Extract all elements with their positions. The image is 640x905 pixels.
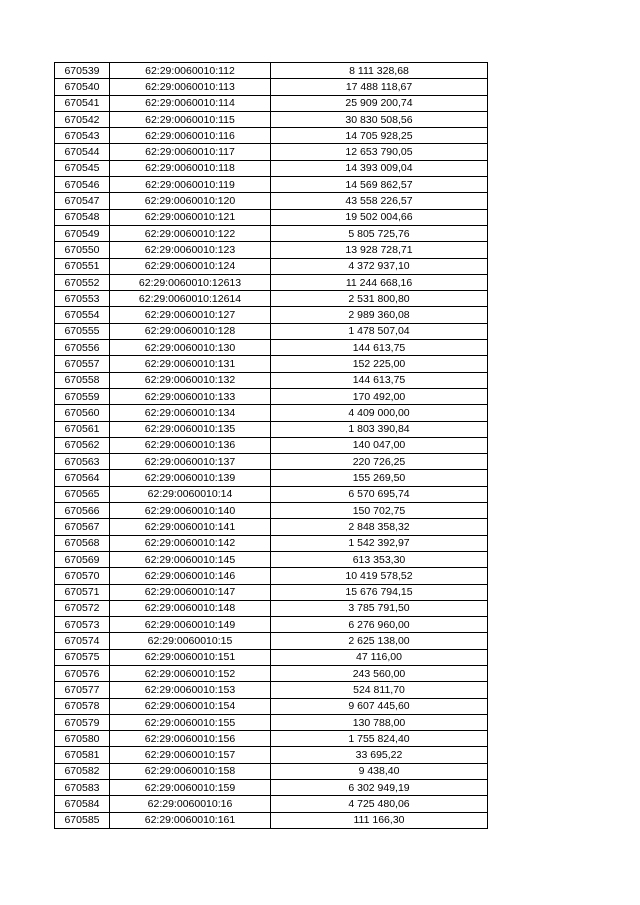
- cadastral-value-cell: 6 302 949,19: [271, 780, 488, 796]
- cadastral-value-cell: 4 725 480,06: [271, 796, 488, 812]
- cadastral-number-cell: 62:29:0060010:14: [110, 486, 271, 502]
- table-row: [55, 160, 488, 176]
- cadastral-number-cell: 62:29:0060010:121: [110, 209, 271, 225]
- cadastral-value-cell: 111 166,30: [271, 812, 488, 828]
- cadastral-value-cell: 152 225,00: [271, 356, 488, 372]
- cadastral-value-cell: 220 726,25: [271, 454, 488, 470]
- row-number-cell: 670547: [55, 193, 110, 209]
- cadastral-value-cell: 6 570 695,74: [271, 486, 488, 502]
- table-row: [55, 568, 488, 584]
- cadastral-number-cell: 62:29:0060010:115: [110, 111, 271, 127]
- table-row: [55, 323, 488, 339]
- row-number-cell: 670556: [55, 340, 110, 356]
- cadastral-number-cell: 62:29:0060010:137: [110, 454, 271, 470]
- table-row: [55, 551, 488, 567]
- table-row: [55, 372, 488, 388]
- cadastral-number-cell: 62:29:0060010:119: [110, 177, 271, 193]
- cadastral-value-cell: 17 488 118,67: [271, 79, 488, 95]
- row-number-cell: 670574: [55, 633, 110, 649]
- table-row: [55, 519, 488, 535]
- cadastral-value-cell: 144 613,75: [271, 372, 488, 388]
- cadastral-number-cell: 62:29:0060010:130: [110, 340, 271, 356]
- cadastral-number-cell: 62:29:0060010:146: [110, 568, 271, 584]
- table-row: [55, 454, 488, 470]
- cadastral-value-cell: 10 419 578,52: [271, 568, 488, 584]
- cadastral-number-cell: 62:29:0060010:148: [110, 600, 271, 616]
- cadastral-value-cell: 14 569 862,57: [271, 177, 488, 193]
- cadastral-value-cell: 8 111 328,68: [271, 63, 488, 79]
- cadastral-value-cell: 30 830 508,56: [271, 111, 488, 127]
- table-row: [55, 731, 488, 747]
- cadastral-value-cell: 5 805 725,76: [271, 225, 488, 241]
- table-body: [55, 63, 488, 829]
- cadastral-value-cell: 2 989 360,08: [271, 307, 488, 323]
- row-number-cell: 670565: [55, 486, 110, 502]
- cadastral-number-cell: 62:29:0060010:132: [110, 372, 271, 388]
- cadastral-value-cell: 43 558 226,57: [271, 193, 488, 209]
- cadastral-value-cell: 12 653 790,05: [271, 144, 488, 160]
- row-number-cell: 670583: [55, 780, 110, 796]
- cadastral-number-cell: 62:29:0060010:140: [110, 503, 271, 519]
- cadastral-number-cell: 62:29:0060010:139: [110, 470, 271, 486]
- table-row: [55, 177, 488, 193]
- cadastral-number-cell: 62:29:0060010:161: [110, 812, 271, 828]
- cadastral-number-cell: 62:29:0060010:113: [110, 79, 271, 95]
- row-number-cell: 670580: [55, 731, 110, 747]
- cadastral-number-cell: 62:29:0060010:151: [110, 649, 271, 665]
- table-row: [55, 682, 488, 698]
- cadastral-number-cell: 62:29:0060010:116: [110, 128, 271, 144]
- cadastral-value-cell: 1 803 390,84: [271, 421, 488, 437]
- cadastral-number-cell: 62:29:0060010:159: [110, 780, 271, 796]
- table-row: [55, 388, 488, 404]
- cadastral-number-cell: 62:29:0060010:145: [110, 551, 271, 567]
- row-number-cell: 670572: [55, 600, 110, 616]
- cadastral-number-cell: 62:29:0060010:15: [110, 633, 271, 649]
- cadastral-value-cell: 11 244 668,16: [271, 274, 488, 290]
- row-number-cell: 670554: [55, 307, 110, 323]
- table-row: [55, 486, 488, 502]
- row-number-cell: 670542: [55, 111, 110, 127]
- cadastral-number-cell: 62:29:0060010:141: [110, 519, 271, 535]
- cadastral-number-cell: 62:29:0060010:16: [110, 796, 271, 812]
- cadastral-value-cell: 1 755 824,40: [271, 731, 488, 747]
- row-number-cell: 670568: [55, 535, 110, 551]
- row-number-cell: 670573: [55, 617, 110, 633]
- table-row: [55, 600, 488, 616]
- cadastral-number-cell: 62:29:0060010:124: [110, 258, 271, 274]
- row-number-cell: 670564: [55, 470, 110, 486]
- cadastral-number-cell: 62:29:0060010:149: [110, 617, 271, 633]
- cadastral-value-cell: 3 785 791,50: [271, 600, 488, 616]
- row-number-cell: 670557: [55, 356, 110, 372]
- row-number-cell: 670577: [55, 682, 110, 698]
- table-row: [55, 340, 488, 356]
- cadastral-number-cell: 62:29:0060010:152: [110, 665, 271, 681]
- cadastral-value-cell: 33 695,22: [271, 747, 488, 763]
- table-row: [55, 747, 488, 763]
- table-row: [55, 535, 488, 551]
- row-number-cell: 670567: [55, 519, 110, 535]
- cadastral-value-cell: 155 269,50: [271, 470, 488, 486]
- table-row: [55, 95, 488, 111]
- cadastral-value-cell: 1 478 507,04: [271, 323, 488, 339]
- table-row: [55, 291, 488, 307]
- cadastral-number-cell: 62:29:0060010:12614: [110, 291, 271, 307]
- row-number-cell: 670562: [55, 437, 110, 453]
- cadastral-value-cell: 4 409 000,00: [271, 405, 488, 421]
- row-number-cell: 670582: [55, 763, 110, 779]
- row-number-cell: 670585: [55, 812, 110, 828]
- cadastral-value-cell: 144 613,75: [271, 340, 488, 356]
- row-number-cell: 670553: [55, 291, 110, 307]
- cadastral-value-cell: 2 531 800,80: [271, 291, 488, 307]
- table-row: [55, 796, 488, 812]
- cadastral-value-cell: 524 811,70: [271, 682, 488, 698]
- row-number-cell: 670575: [55, 649, 110, 665]
- cadastral-number-cell: 62:29:0060010:147: [110, 584, 271, 600]
- table-row: [55, 63, 488, 79]
- cadastral-number-cell: 62:29:0060010:155: [110, 714, 271, 730]
- row-number-cell: 670571: [55, 584, 110, 600]
- cadastral-number-cell: 62:29:0060010:123: [110, 242, 271, 258]
- cadastral-number-cell: 62:29:0060010:114: [110, 95, 271, 111]
- row-number-cell: 670569: [55, 551, 110, 567]
- cadastral-number-cell: 62:29:0060010:153: [110, 682, 271, 698]
- cadastral-number-cell: 62:29:0060010:127: [110, 307, 271, 323]
- row-number-cell: 670576: [55, 665, 110, 681]
- cadastral-number-cell: 62:29:0060010:128: [110, 323, 271, 339]
- cadastral-value-cell: 4 372 937,10: [271, 258, 488, 274]
- cadastral-value-cell: 47 116,00: [271, 649, 488, 665]
- row-number-cell: 670540: [55, 79, 110, 95]
- table-row: [55, 258, 488, 274]
- cadastral-number-cell: 62:29:0060010:120: [110, 193, 271, 209]
- row-number-cell: 670546: [55, 177, 110, 193]
- row-number-cell: 670541: [55, 95, 110, 111]
- cadastral-value-cell: 9 607 445,60: [271, 698, 488, 714]
- cadastral-value-cell: 2 848 358,32: [271, 519, 488, 535]
- row-number-cell: 670578: [55, 698, 110, 714]
- row-number-cell: 670558: [55, 372, 110, 388]
- cadastral-value-cell: 150 702,75: [271, 503, 488, 519]
- cadastral-value-cell: 1 542 392,97: [271, 535, 488, 551]
- cadastral-value-table: [54, 62, 488, 829]
- cadastral-number-cell: 62:29:0060010:134: [110, 405, 271, 421]
- table-row: [55, 649, 488, 665]
- cadastral-number-cell: 62:29:0060010:131: [110, 356, 271, 372]
- table-row: [55, 503, 488, 519]
- table-row: [55, 242, 488, 258]
- cadastral-number-cell: 62:29:0060010:142: [110, 535, 271, 551]
- table-row: [55, 665, 488, 681]
- cadastral-number-cell: 62:29:0060010:112: [110, 63, 271, 79]
- row-number-cell: 670539: [55, 63, 110, 79]
- row-number-cell: 670561: [55, 421, 110, 437]
- row-number-cell: 670559: [55, 388, 110, 404]
- row-number-cell: 670579: [55, 714, 110, 730]
- row-number-cell: 670563: [55, 454, 110, 470]
- table-row: [55, 79, 488, 95]
- cadastral-number-cell: 62:29:0060010:118: [110, 160, 271, 176]
- table-row: [55, 128, 488, 144]
- table-row: [55, 617, 488, 633]
- cadastral-value-cell: 15 676 794,15: [271, 584, 488, 600]
- cadastral-number-cell: 62:29:0060010:12613: [110, 274, 271, 290]
- cadastral-number-cell: 62:29:0060010:135: [110, 421, 271, 437]
- row-number-cell: 670560: [55, 405, 110, 421]
- table-row: [55, 780, 488, 796]
- cadastral-number-cell: 62:29:0060010:136: [110, 437, 271, 453]
- cadastral-value-cell: 14 393 009,04: [271, 160, 488, 176]
- cadastral-value-cell: 2 625 138,00: [271, 633, 488, 649]
- table-row: [55, 698, 488, 714]
- table-row: [55, 421, 488, 437]
- row-number-cell: 670555: [55, 323, 110, 339]
- cadastral-number-cell: 62:29:0060010:154: [110, 698, 271, 714]
- cadastral-value-cell: 243 560,00: [271, 665, 488, 681]
- cadastral-value-cell: 19 502 004,66: [271, 209, 488, 225]
- table-row: [55, 405, 488, 421]
- table-row: [55, 714, 488, 730]
- row-number-cell: 670548: [55, 209, 110, 225]
- table-row: [55, 812, 488, 828]
- cadastral-value-cell: 140 047,00: [271, 437, 488, 453]
- table-row: [55, 209, 488, 225]
- cadastral-number-cell: 62:29:0060010:117: [110, 144, 271, 160]
- row-number-cell: 670581: [55, 747, 110, 763]
- row-number-cell: 670549: [55, 225, 110, 241]
- table-row: [55, 193, 488, 209]
- row-number-cell: 670545: [55, 160, 110, 176]
- cadastral-value-cell: 14 705 928,25: [271, 128, 488, 144]
- table-row: [55, 633, 488, 649]
- table-row: [55, 437, 488, 453]
- table-row: [55, 356, 488, 372]
- cadastral-number-cell: 62:29:0060010:157: [110, 747, 271, 763]
- table-row: [55, 307, 488, 323]
- row-number-cell: 670552: [55, 274, 110, 290]
- cadastral-value-cell: 613 353,30: [271, 551, 488, 567]
- table-row: [55, 763, 488, 779]
- table-row: [55, 470, 488, 486]
- cadastral-number-cell: 62:29:0060010:122: [110, 225, 271, 241]
- row-number-cell: 670584: [55, 796, 110, 812]
- table-row: [55, 274, 488, 290]
- table-row: [55, 144, 488, 160]
- row-number-cell: 670570: [55, 568, 110, 584]
- row-number-cell: 670566: [55, 503, 110, 519]
- table-row: [55, 111, 488, 127]
- cadastral-value-cell: 9 438,40: [271, 763, 488, 779]
- cadastral-value-cell: 130 788,00: [271, 714, 488, 730]
- row-number-cell: 670551: [55, 258, 110, 274]
- cadastral-number-cell: 62:29:0060010:133: [110, 388, 271, 404]
- cadastral-value-cell: 13 928 728,71: [271, 242, 488, 258]
- row-number-cell: 670544: [55, 144, 110, 160]
- row-number-cell: 670543: [55, 128, 110, 144]
- cadastral-number-cell: 62:29:0060010:158: [110, 763, 271, 779]
- table-row: [55, 584, 488, 600]
- table-row: [55, 225, 488, 241]
- cadastral-value-cell: 6 276 960,00: [271, 617, 488, 633]
- cadastral-value-cell: 170 492,00: [271, 388, 488, 404]
- cadastral-value-cell: 25 909 200,74: [271, 95, 488, 111]
- cadastral-number-cell: 62:29:0060010:156: [110, 731, 271, 747]
- row-number-cell: 670550: [55, 242, 110, 258]
